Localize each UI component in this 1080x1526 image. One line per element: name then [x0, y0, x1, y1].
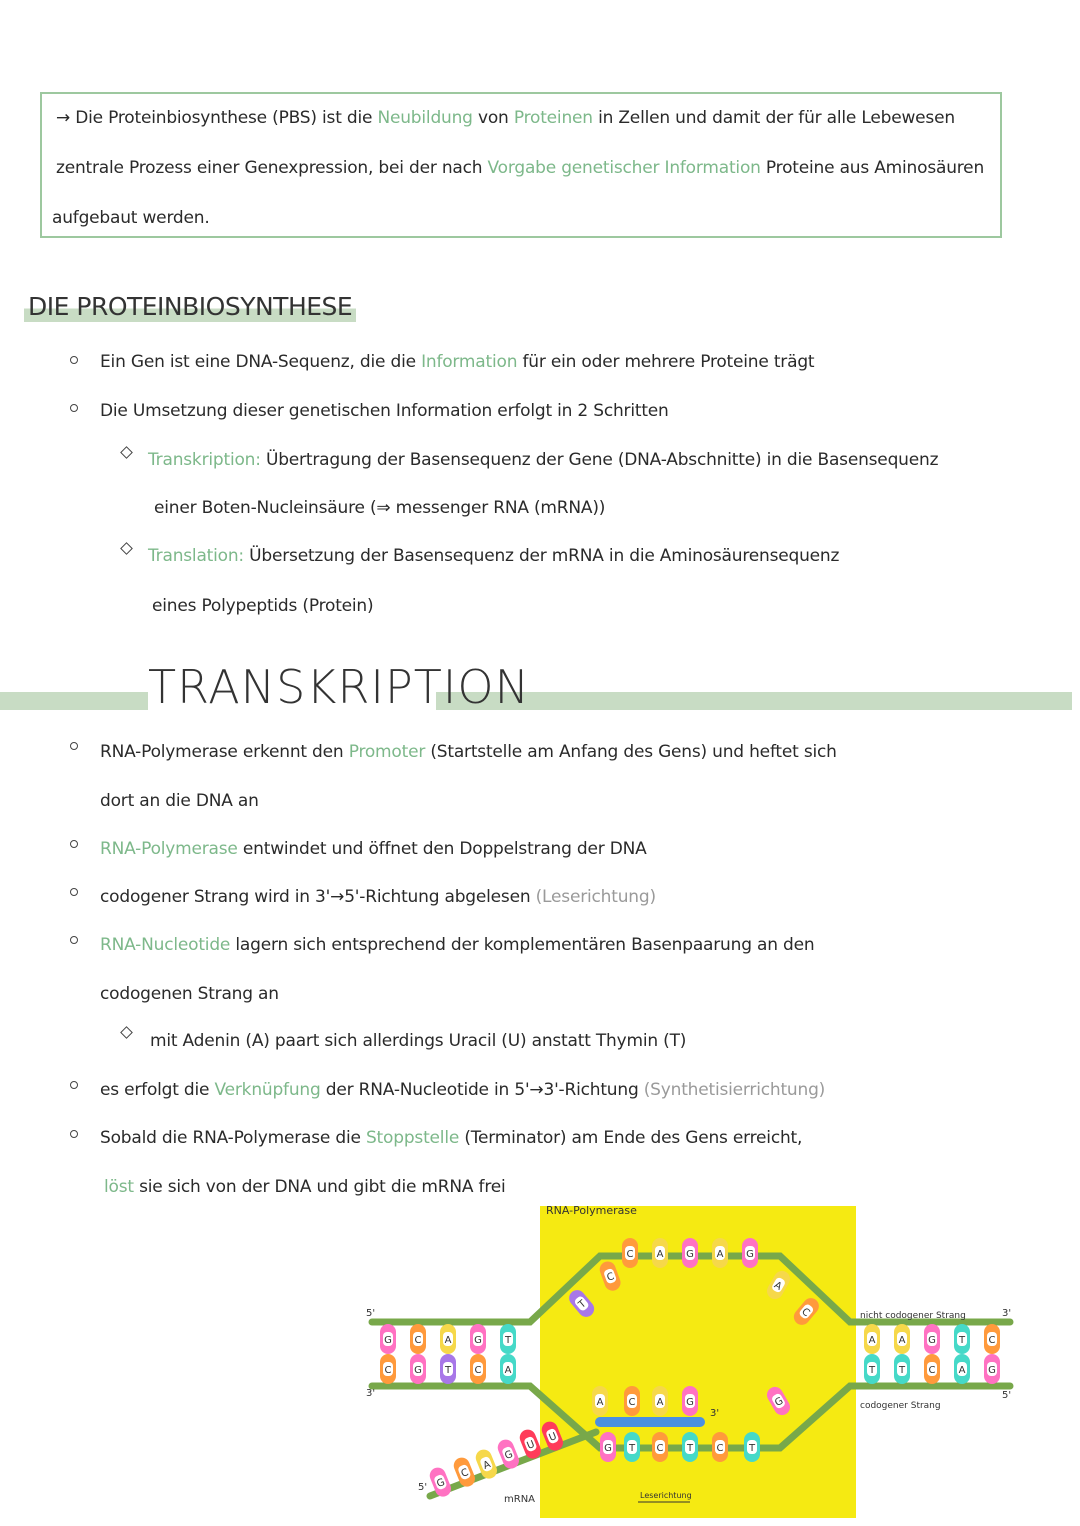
base-letter: A [868, 1335, 876, 1346]
base-G [470, 1324, 486, 1354]
definition-line-2 [56, 158, 984, 178]
base-G [600, 1432, 616, 1462]
base-C [712, 1432, 728, 1462]
text-segment: RNA-Polymerase erkennt den [100, 742, 349, 762]
base-letter: C [626, 1249, 634, 1260]
base-letter: A [656, 1249, 664, 1260]
bullet-icon [70, 1130, 78, 1138]
base-A [954, 1354, 970, 1384]
base-T [500, 1324, 516, 1354]
definition-line-1 [56, 108, 955, 128]
base-letter: T [504, 1335, 512, 1346]
polymerase-label: RNA-Polymerase [546, 1204, 637, 1217]
base-letter: T [686, 1443, 694, 1454]
base-letter: C [799, 1306, 812, 1320]
text-segment: Übertragung der Basensequenz der Gene (DNA-Abschnitte) in die Basensequenz [260, 450, 939, 470]
text-segment: der RNA-Nucleotide in 5'→3'-Richtung [320, 1080, 644, 1100]
text-segment: Übersetzung der Basensequenz der mRNA in die Aminosäurensequenz [243, 546, 840, 566]
text-segment: entwindet und öffnet den Doppelstrang der DNA [237, 839, 647, 859]
base-C [470, 1354, 486, 1384]
trans-bullet-1-cont: dort an die DNA an [100, 791, 259, 811]
text-segment: Verknüpfung [214, 1080, 321, 1100]
base-letter: C [928, 1365, 936, 1376]
base-letter: A [898, 1335, 906, 1346]
text-segment: (Leserichtung) [535, 887, 656, 907]
base-letter: T [898, 1365, 906, 1376]
pbs-step-transkription-cont: einer Boten-Nucleinsäure (⇒ messenger RNA (mRNA)) [154, 498, 606, 518]
text-segment: Stoppstelle [365, 1128, 460, 1148]
base-letter: G [604, 1443, 612, 1454]
text-segment: RNA-Nucleotide [100, 935, 231, 955]
text-segment: Ein Gen ist eine DNA-Sequenz, die die [100, 352, 422, 372]
base-letter: T [576, 1298, 589, 1311]
text-segment: → Die Proteinbiosynthese (PBS) ist die [56, 108, 378, 128]
base-letter: A [504, 1365, 512, 1376]
base-G [924, 1324, 940, 1354]
end-3-left: 3' [366, 1388, 376, 1399]
base-C [652, 1432, 668, 1462]
bullet-icon [70, 742, 78, 750]
base-A [592, 1386, 608, 1416]
diamond-bullet-icon [120, 446, 133, 459]
pbs-bullet-1 [100, 352, 814, 372]
pbs-step-translation [148, 546, 839, 566]
base-letter: C [988, 1335, 996, 1346]
bullet-icon [70, 1081, 78, 1089]
trans-sub-uracil: mit Adenin (A) paart sich allerdings Uracil (U) anstatt Thymin (T) [150, 1031, 687, 1051]
trans-bullet-5 [100, 1080, 825, 1100]
base-C [984, 1324, 1000, 1354]
trans-bullet-4 [100, 935, 814, 955]
diamond-bullet-icon [120, 1026, 133, 1039]
text-segment: Neubildung [377, 108, 473, 128]
base-T [954, 1324, 970, 1354]
base-letter: G [474, 1335, 482, 1346]
end-5-mrna: 5' [418, 1482, 428, 1493]
base-A [652, 1386, 668, 1416]
transcription-diagram [360, 1200, 1080, 1526]
text-segment: Transkription: [148, 450, 261, 470]
pbs-step-translation-cont: eines Polypeptids (Protein) [152, 596, 374, 616]
mrna-label: mRNA [504, 1494, 536, 1505]
text-segment: sie sich von der DNA und gibt die mRNA frei [133, 1177, 506, 1197]
base-letter: G [503, 1448, 515, 1463]
base-C [924, 1354, 940, 1384]
text-segment: von [472, 108, 514, 128]
base-letter: T [958, 1335, 966, 1346]
base-A [652, 1238, 668, 1268]
base-letter: A [958, 1365, 966, 1376]
base-letter: C [384, 1365, 392, 1376]
base-A [894, 1324, 910, 1354]
base-letter: T [628, 1443, 636, 1454]
bullet-icon [70, 936, 78, 944]
text-segment: Information [421, 352, 518, 372]
definition-line-3: aufgebaut werden. [52, 208, 210, 228]
base-letter: G [414, 1365, 422, 1376]
base-letter: C [459, 1467, 471, 1480]
text-segment: löst [104, 1177, 134, 1197]
base-C [624, 1386, 640, 1416]
base-G [984, 1354, 1000, 1384]
base-letter: G [773, 1395, 786, 1410]
text-segment: (Terminator) am Ende des Gens erreicht, [459, 1128, 803, 1148]
trans-bullet-3 [100, 887, 656, 907]
base-letter: A [596, 1397, 604, 1408]
trans-bullet-6-cont [104, 1177, 506, 1197]
trans-bullet-2 [100, 839, 647, 859]
base-letter: A [656, 1397, 664, 1408]
end-5-left: 5' [366, 1308, 376, 1319]
base-A [712, 1238, 728, 1268]
base-letter: U [547, 1431, 559, 1444]
base-letter: T [748, 1443, 756, 1454]
text-segment: Sobald die RNA-Polymerase die [100, 1128, 366, 1148]
text-segment: codogener Strang wird in 3'→5'-Richtung abgelesen [100, 887, 536, 907]
transcription-title: TRANSKRIPTION [148, 660, 530, 714]
base-letter: G [384, 1335, 392, 1346]
base-A [500, 1354, 516, 1384]
base-letter: C [656, 1443, 664, 1454]
base-A [440, 1324, 456, 1354]
base-letter: G [988, 1365, 996, 1376]
base-letter: A [772, 1279, 784, 1293]
base-C [622, 1238, 638, 1268]
base-letter: C [605, 1271, 616, 1284]
base-letter: G [686, 1397, 694, 1408]
base-letter: A [716, 1249, 724, 1260]
text-segment: (Synthetisierrichtung) [643, 1080, 826, 1100]
base-letter: T [868, 1365, 876, 1376]
base-G [410, 1354, 426, 1384]
text-segment: für ein oder mehrere Proteine trägt [517, 352, 815, 372]
text-segment: Proteine aus Aminosäuren [760, 158, 985, 178]
bullet-icon [70, 840, 78, 848]
base-letter: C [414, 1335, 422, 1346]
trans-bullet-6 [100, 1128, 802, 1148]
trans-bullet-1 [100, 742, 837, 762]
base-letter: A [481, 1459, 493, 1472]
end-3-right: 3' [1002, 1308, 1012, 1319]
base-G [682, 1386, 698, 1416]
end-5-right: 5' [1002, 1390, 1012, 1401]
base-T [682, 1432, 698, 1462]
text-segment: (Startstelle am Anfang des Gens) und heftet sich [425, 742, 837, 762]
base-C [380, 1354, 396, 1384]
base-T [744, 1432, 760, 1462]
coding-strand-label: codogener Strang [860, 1401, 941, 1411]
bullet-icon [70, 356, 78, 364]
base-T [624, 1432, 640, 1462]
text-segment: Promoter [348, 742, 426, 762]
base-letter: A [444, 1335, 452, 1346]
text-segment: es erfolgt die [100, 1080, 215, 1100]
bullet-icon [70, 888, 78, 896]
text-segment: Translation: [148, 546, 244, 566]
base-C [410, 1324, 426, 1354]
heading-band-right [436, 692, 1072, 710]
pbs-bullet-2: Die Umsetzung dieser genetischen Information erfolgt in 2 Schritten [100, 401, 669, 421]
base-letter: C [474, 1365, 482, 1376]
base-T [894, 1354, 910, 1384]
trans-bullet-4-cont: codogenen Strang an [100, 984, 279, 1004]
base-T [864, 1354, 880, 1384]
base-G [742, 1238, 758, 1268]
base-G [682, 1238, 698, 1268]
base-letter: G [746, 1249, 754, 1260]
end-3-inner: 3' [710, 1408, 720, 1419]
bullet-icon [70, 404, 78, 412]
heading-band-left [0, 692, 148, 710]
noncoding-strand-label: nicht codogener Strang [860, 1311, 966, 1321]
section-title: DIE PROTEINBIOSYNTHESE [24, 292, 356, 322]
base-A [864, 1324, 880, 1354]
text-segment: Proteinen [513, 108, 593, 128]
pbs-step-transkription [148, 450, 938, 470]
text-segment: in Zellen und damit der für alle Lebewesen [592, 108, 955, 128]
base-letter: U [525, 1439, 537, 1452]
base-letter: G [928, 1335, 936, 1346]
base-letter: G [435, 1476, 447, 1491]
diamond-bullet-icon [120, 542, 133, 555]
text-segment: Vorgabe genetischer Information [487, 158, 761, 178]
text-segment: zentrale Prozess einer Genexpression, bei der nach [56, 158, 488, 178]
base-G [380, 1324, 396, 1354]
base-letter: C [716, 1443, 724, 1454]
base-letter: G [686, 1249, 694, 1260]
base-letter: T [444, 1365, 452, 1376]
base-T [440, 1354, 456, 1384]
text-segment: lagern sich entsprechend der komplementären Basenpaarung an den [230, 935, 815, 955]
direction-label: Leserichtung [640, 1491, 692, 1500]
base-letter: C [628, 1397, 636, 1408]
text-segment: RNA-Polymerase [100, 839, 238, 859]
